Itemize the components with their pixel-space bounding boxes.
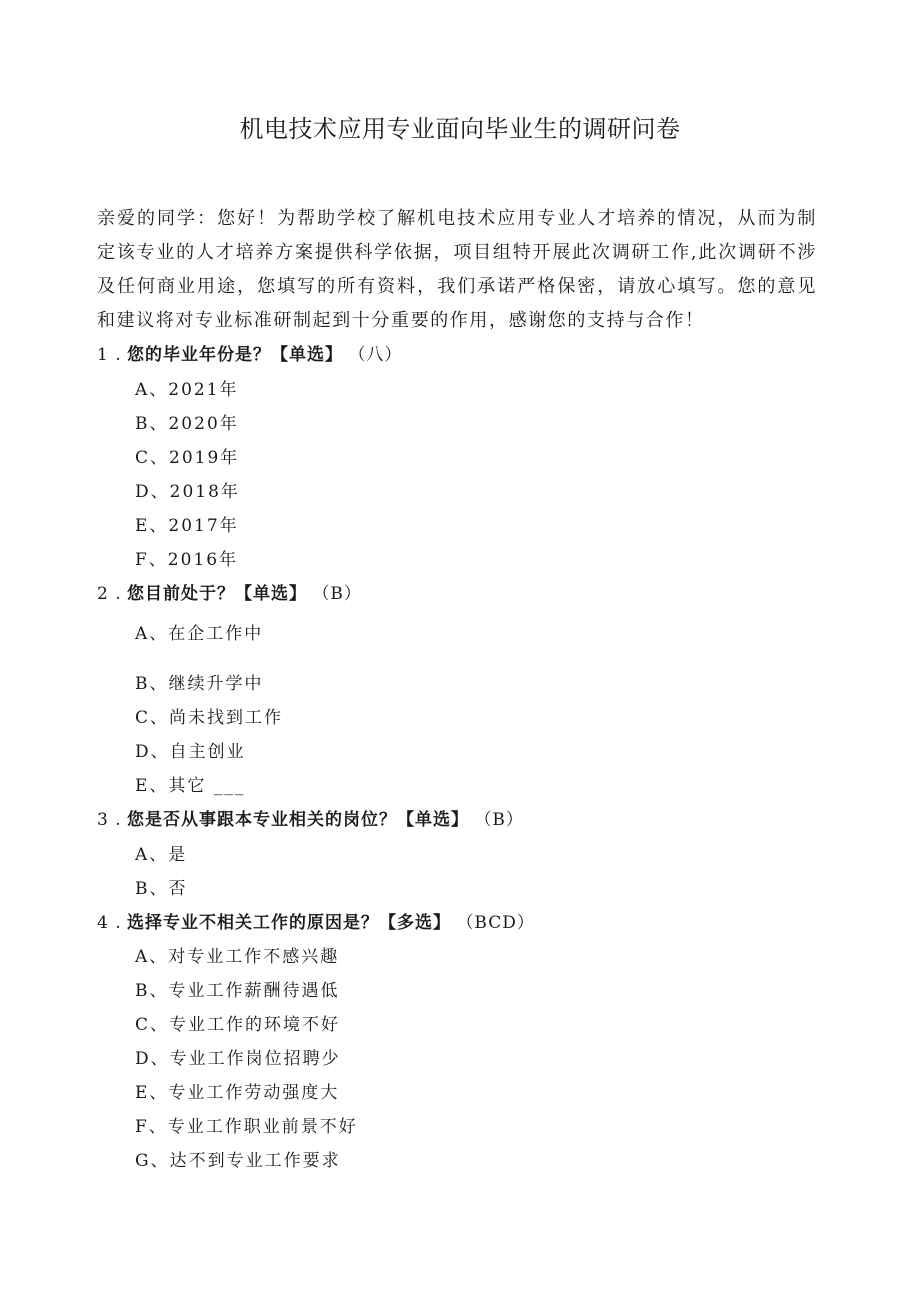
question-number: 4 .: [97, 913, 122, 933]
question-number: 1 .: [97, 345, 122, 365]
question-text: 您目前处于？【单选】: [127, 584, 308, 604]
option-item: F、2016年: [135, 550, 239, 570]
question-text: 您的毕业年份是？【单选】: [127, 345, 344, 365]
question-text: 选择专业不相关工作的原因是？【多选】: [127, 913, 452, 933]
page-title: 机电技术应用专业面向毕业生的调研问卷: [239, 115, 681, 143]
option-item: C、2019年: [135, 448, 240, 468]
option-item: D、专业工作岗位招聘少: [135, 1049, 341, 1069]
question-number: 3 .: [97, 810, 122, 830]
option-item: E、专业工作劳动强度大: [135, 1083, 340, 1103]
question-3: [97, 808, 524, 832]
option-item: C、专业工作的环境不好: [135, 1015, 341, 1035]
option-item: B、2020年: [135, 414, 239, 434]
option-item: A、在企工作中: [135, 624, 264, 644]
option-item: D、自主创业: [135, 742, 246, 762]
option-item: B、否: [135, 879, 188, 899]
option-item: A、2021年: [135, 380, 239, 400]
question-answer: （八）: [348, 345, 403, 365]
question-answer: （B）: [474, 810, 524, 830]
option-item: E、2017年: [135, 516, 239, 536]
question-4: [97, 911, 535, 935]
option-item: A、对专业工作不感兴趣: [135, 947, 340, 967]
question-answer: （BCD）: [456, 913, 535, 933]
option-item: F、专业工作职业前景不好: [135, 1117, 358, 1137]
option-item: D、2018年: [135, 482, 240, 502]
option-item: E、其它 ___: [135, 776, 246, 796]
question-number: 2 .: [97, 584, 122, 604]
option-item: B、专业工作薪酬待遇低: [135, 981, 340, 1001]
option-item: B、继续升学中: [135, 674, 264, 694]
question-2: [97, 582, 362, 606]
option-item: A、是: [135, 845, 188, 865]
intro-paragraph: 亲爱的同学：您好！为帮助学校了解机电技术应用专业人才培养的情况，从而为制定该专业的人才培养方案提供科学依据，项目组特开展此次调研工作,此次调研不涉及任何商业用途，您填写的所有资料，我们承诺严格保密，请放心填写。您的意见和建议将对专业标准研制起到十分重要的作用，感谢您的支持与合作！: [97, 208, 817, 331]
option-item: G、达不到专业工作要求: [135, 1151, 341, 1171]
question-text: 您是否从事跟本专业相关的岗位？【单选】: [127, 810, 470, 830]
option-item: C、尚未找到工作: [135, 708, 284, 728]
question-1: [97, 343, 402, 367]
question-answer: （B）: [312, 584, 362, 604]
